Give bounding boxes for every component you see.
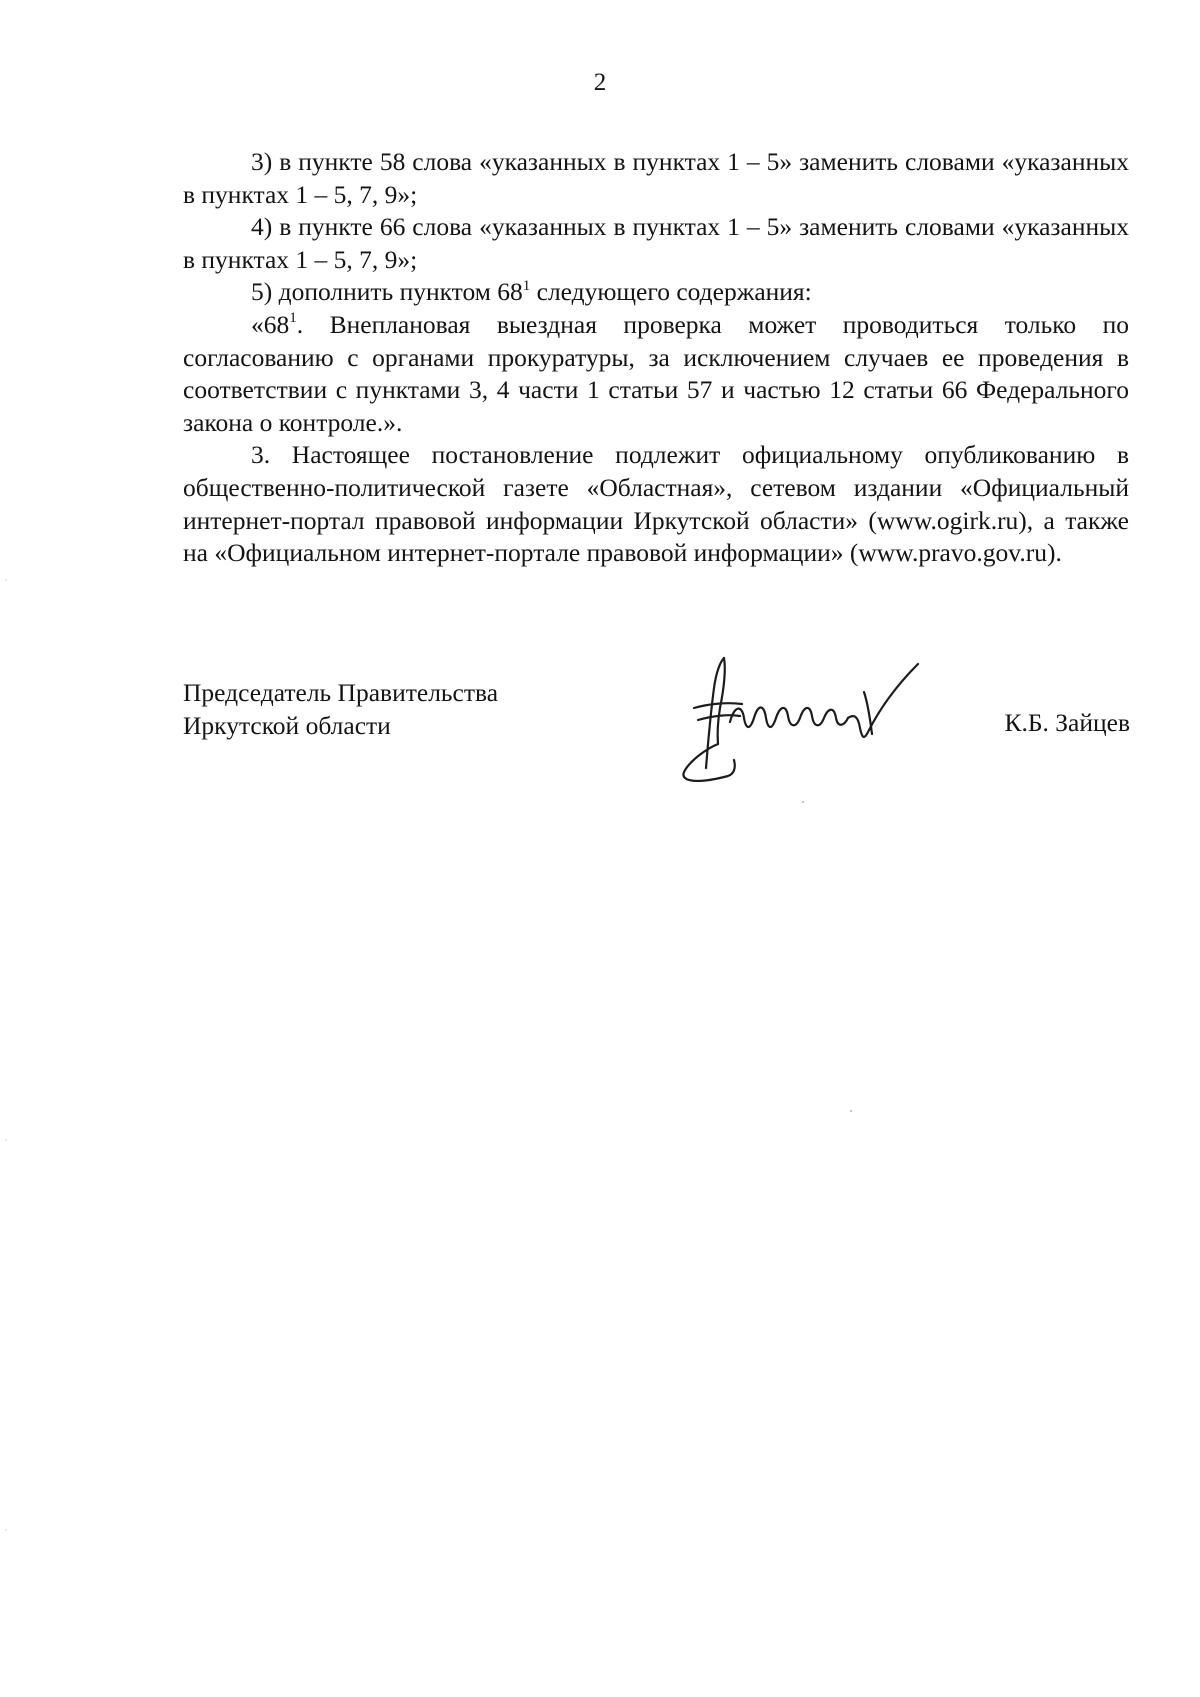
paragraph-quoted-68-1 [183,309,1129,439]
paragraph-text: 3. Настоящее постановление подлежит официальному опубликованию в общественно-политической газете «Областная», сетевом издании «Официальный интернет-портал правовой информации Иркутской области» (www.ogirk.ru), а также на «Официальном интернет-портале правовой информации» (www.pravo.gov.ru). [183,440,1129,568]
paragraph-text: 3) в пункте 58 слова «указанных в пунктах 1 – 5» заменить словами «указанных в пунктах 1 – 5, 7, 9»; [183,147,1129,209]
paragraph-text: . Внеплановая выездная проверка может проводиться только по согласованию с органами прокуратуры, за исключением случаев ее проведения в соответствии с пунктами 3, 4 части 1 статьи 57 и частью 12 статьи 66 Федерального закона о контроле.». [183,309,1129,437]
signatory-position [183,676,498,742]
paragraph-item-3 [183,146,1129,211]
paragraph-text: следующего содержания: [530,277,812,307]
superscript: 1 [289,310,297,327]
position-line: Председатель Правительства [183,678,499,707]
paragraph-item-5 [183,276,1129,309]
paragraph-text: 5) дополнить пунктом 68 [251,277,523,307]
paragraph-section-3 [183,439,1129,569]
paragraph-text: «68 [251,309,290,339]
paragraph-text: 4) в пункте 66 слова «указанных в пунктах 1 – 5» заменить словами «указанных в пунктах 1 – 5, 7, 9»; [183,212,1129,274]
page-number: 2 [593,69,607,96]
paragraph-item-4 [183,211,1129,276]
handwritten-signature-icon [668,648,948,788]
document-body [183,146,1129,570]
superscript: 1 [522,277,531,294]
signatory-name: К.Б. Зайцев [1004,708,1130,737]
position-line: Иркутской области [183,711,391,740]
